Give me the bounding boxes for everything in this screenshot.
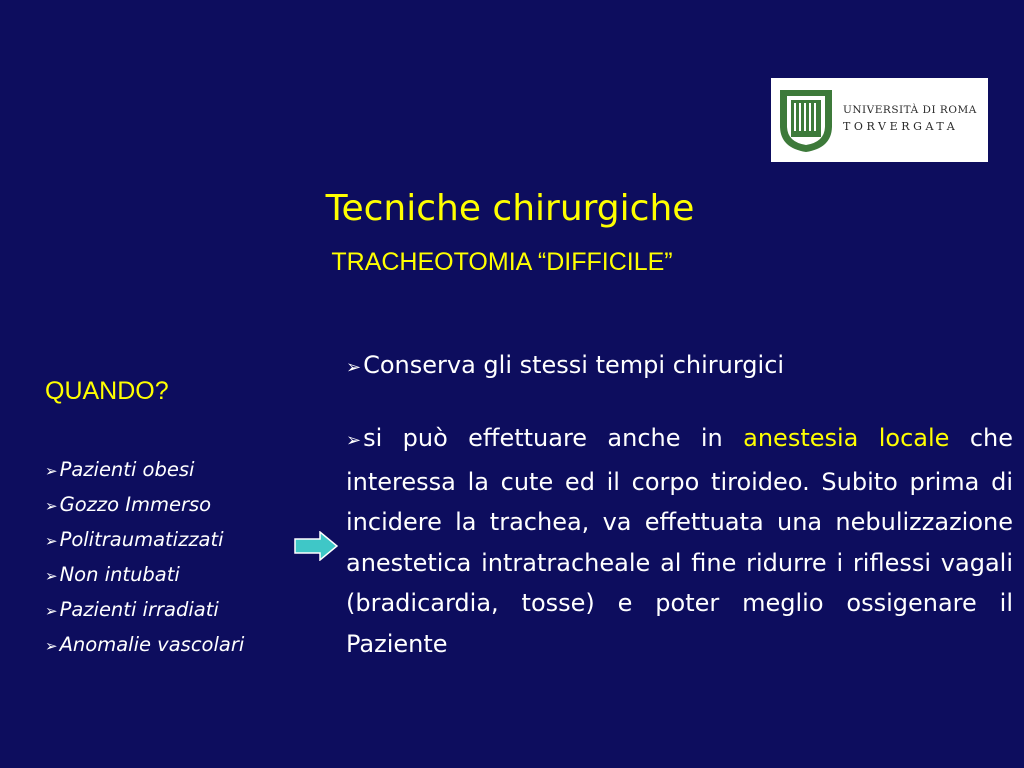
list-item [45, 453, 244, 488]
arrowhead-bullet-icon: ➢ [45, 497, 58, 515]
list-item-text: Pazienti obesi [59, 458, 195, 481]
arrowhead-bullet-icon: ➢ [346, 357, 362, 378]
left-heading: QUANDO? [45, 377, 169, 405]
right-arrow-icon [294, 531, 338, 561]
list-item-text: Non intubati [59, 563, 180, 586]
right-point-2 [346, 418, 1013, 664]
right-point-2-before: si può effettuare anche in [363, 424, 744, 452]
list-item-text: Pazienti irradiati [59, 598, 219, 621]
slide-title: Tecniche chirurgiche [325, 188, 695, 229]
right-point-1-text: Conserva gli stessi tempi chirurgici [363, 351, 785, 379]
right-point-2-highlight: anestesia locale [743, 424, 950, 452]
list-item-text: Politraumatizzati [59, 528, 224, 551]
university-emblem-icon [776, 86, 836, 154]
list-item [45, 628, 244, 663]
arrowhead-bullet-icon: ➢ [346, 430, 362, 451]
right-point-2-after: che interessa la cute ed il corpo tiroideo. Subito prima di incidere la trachea, va effettuata una nebulizzazione anestetica intratracheale al fine ridurre i riflessi vagali (bradicardia, tosse) e poter meglio ossigenare il Paziente [346, 424, 1013, 658]
arrowhead-bullet-icon: ➢ [45, 637, 58, 655]
arrowhead-bullet-icon: ➢ [45, 567, 58, 585]
right-column [346, 345, 1013, 664]
right-point-1 [346, 345, 1013, 388]
logo-line1: UNIVERSITÀ DI ROMA [843, 104, 977, 116]
arrowhead-bullet-icon: ➢ [45, 532, 58, 550]
list-item-text: Anomalie vascolari [59, 633, 245, 656]
arrowhead-bullet-icon: ➢ [45, 602, 58, 620]
list-item [45, 523, 244, 558]
university-logo [771, 78, 988, 162]
list-item-text: Gozzo Immerso [59, 493, 212, 516]
logo-line2: TORVERGATA [843, 119, 959, 133]
arrowhead-bullet-icon: ➢ [45, 462, 58, 480]
list-item [45, 558, 244, 593]
list-item [45, 593, 244, 628]
left-list [45, 453, 244, 663]
slide-subtitle: TRACHEOTOMIA “DIFFICILE” [331, 248, 673, 276]
list-item [45, 488, 244, 523]
